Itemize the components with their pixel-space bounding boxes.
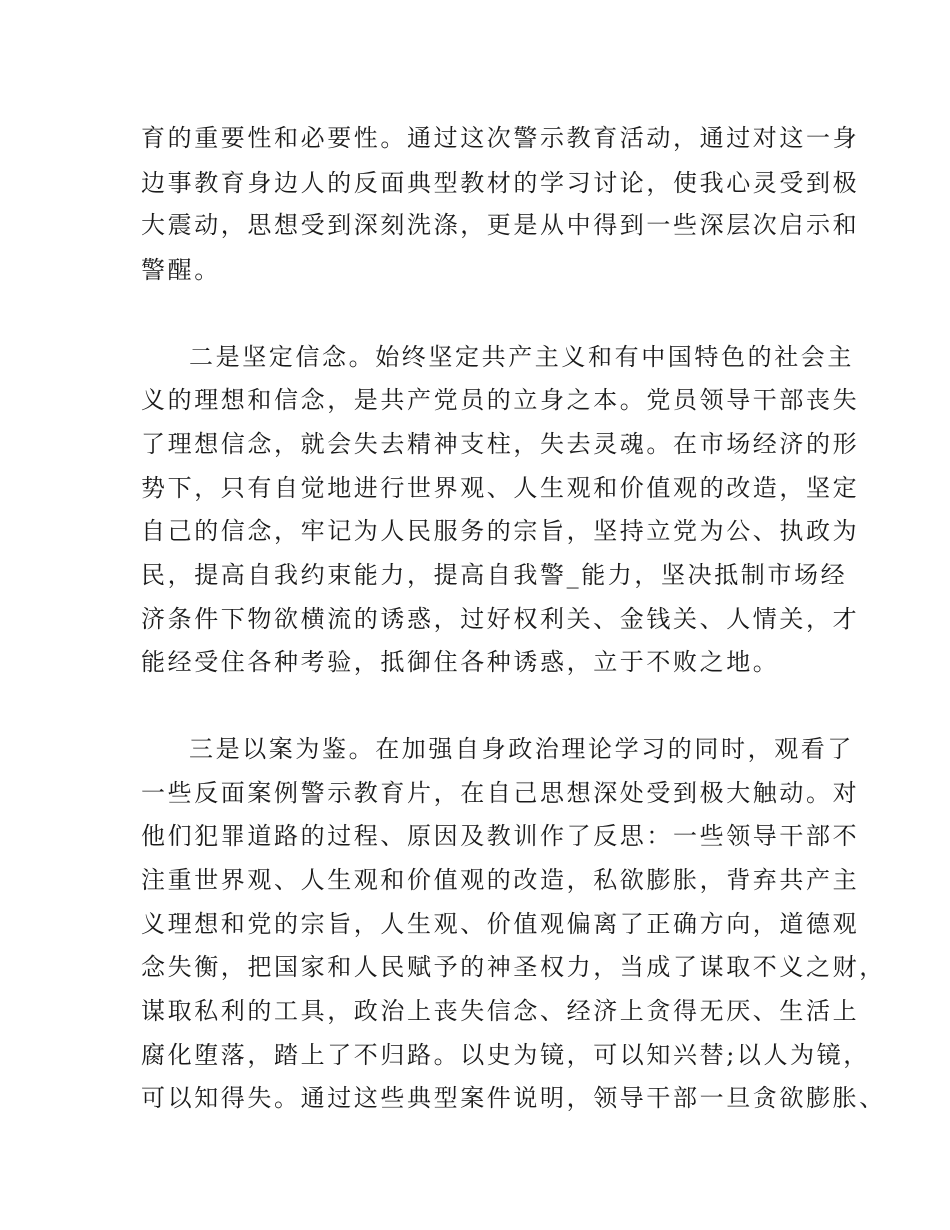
paragraph-3-line-8: 腐化堕落，踏上了不归路。以史为镜，可以知兴替;以人为镜， (141, 1041, 870, 1069)
paragraph-3-line-9: 可以知得失。通过这些典型案件说明，领导干部一旦贪欲膨胀、 (141, 1084, 886, 1112)
paragraph-3-line-2: 一些反面案例警示教育片，在自己思想深处受到极大触动。对 (141, 779, 860, 807)
paragraph-2-line-2: 义的理想和信念，是共产党员的立身之本。党员领导干部丧失 (141, 386, 860, 414)
paragraph-1-line-2: 边事教育身边人的反面典型教材的学习讨论，使我心灵受到极 (141, 169, 860, 197)
paragraph-2-line-6: 民，提高自我约束能力，提高自我警_能力，坚决抵制市场经 (141, 561, 848, 589)
paragraph-2-line-4: 势下，只有自觉地进行世界观、人生观和价值观的改造，坚定 (141, 474, 860, 502)
paragraph-2-line-1: 二是坚定信念。始终坚定共产主义和有中国特色的社会主 (189, 343, 854, 371)
paragraph-1-line-1: 育的重要性和必要性。通过这次警示教育活动，通过对这一身 (141, 124, 860, 152)
paragraph-2-line-5: 自己的信念，牢记为人民服务的宗旨，坚持立党为公、执政为 (141, 517, 860, 545)
paragraph-3-line-3: 他们犯罪道路的过程、原因及教训作了反思：一些领导干部不 (141, 822, 860, 850)
paragraph-1-line-4: 警醒。 (141, 256, 221, 284)
paragraph-2-line-8: 能经受住各种考验，抵御住各种诱惑，立于不败之地。 (141, 648, 780, 676)
paragraph-3-line-7: 谋取私利的工具，政治上丧失信念、经济上贪得无厌、生活上 (141, 997, 860, 1025)
paragraph-2-line-3: 了理想信念，就会失去精神支柱，失去灵魂。在市场经济的形 (141, 430, 860, 458)
paragraph-1-line-3: 大震动，思想受到深刻洗涤，更是从中得到一些深层次启示和 (141, 211, 860, 239)
paragraph-3-line-5: 义理想和党的宗旨，人生观、价值观偏离了正确方向，道德观 (141, 910, 860, 938)
paragraph-3-line-6: 念失衡，把国家和人民赋予的神圣权力，当成了谋取不义之财， (141, 953, 886, 981)
paragraph-3-line-1: 三是以案为鉴。在加强自身政治理论学习的同时，观看了 (189, 735, 854, 763)
paragraph-3-line-4: 注重世界观、人生观和价值观的改造，私欲膨胀，背弃共产主 (141, 866, 860, 894)
paragraph-2-line-7: 济条件下物欲横流的诱惑，过好权利关、金钱关、人情关，才 (141, 605, 860, 633)
